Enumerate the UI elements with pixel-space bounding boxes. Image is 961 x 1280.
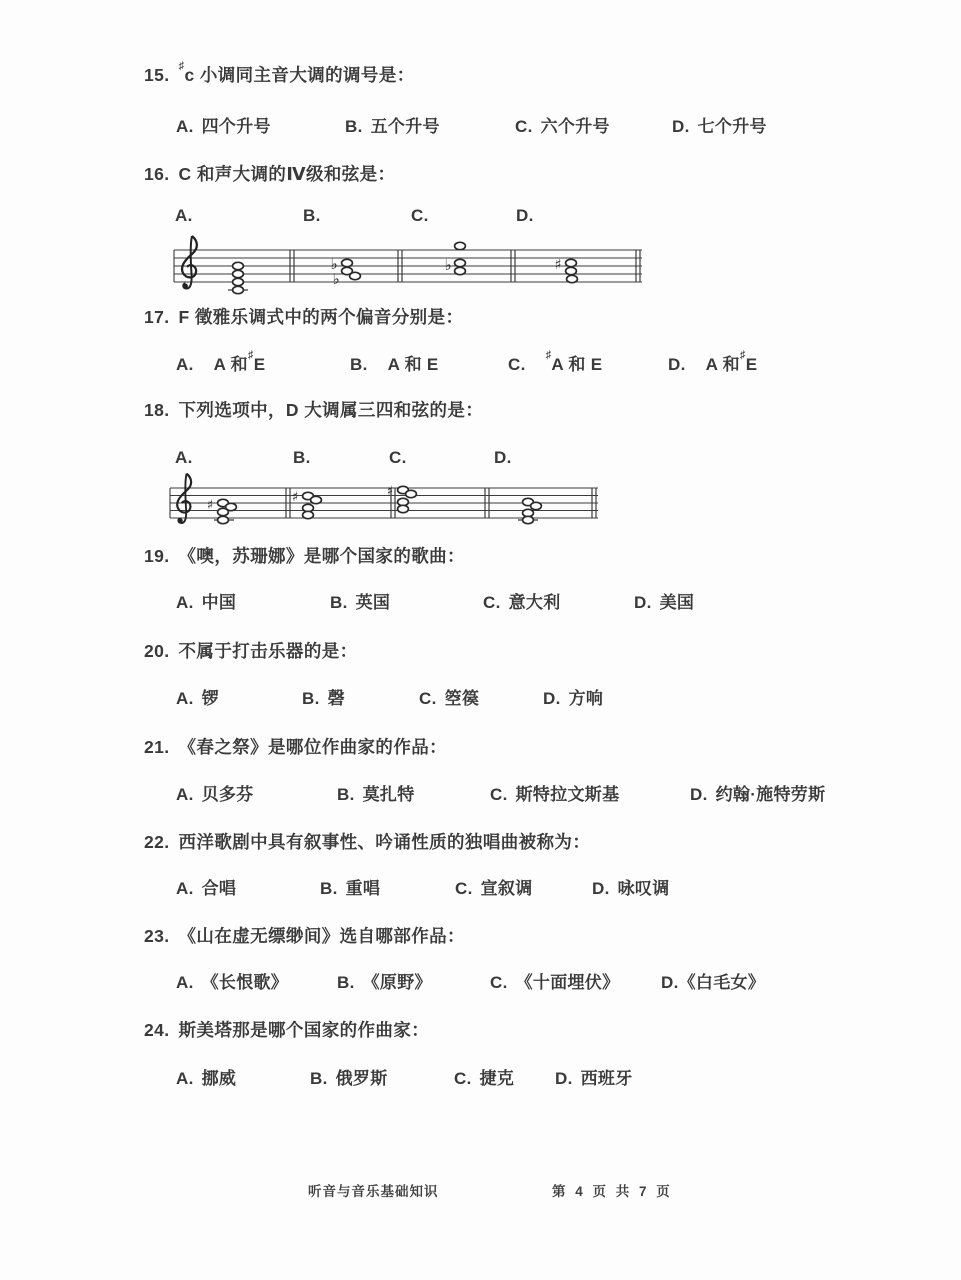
option-d: D. 西班牙 <box>555 1069 633 1088</box>
flat-accidental: ♭ <box>444 256 452 274</box>
option-a: A. 挪威 <box>176 1069 237 1088</box>
question-stem: 《山在虚无缥缈间》选自哪部作品： <box>178 926 465 946</box>
options-row-20 <box>0 684 961 710</box>
sharp-accidental: ♯ <box>554 257 562 273</box>
option-c-label: C. <box>389 448 407 467</box>
question-21 <box>144 734 447 759</box>
option-b: B. 五个升号 <box>345 117 440 136</box>
question-15 <box>144 62 415 87</box>
question-stem: 斯美塔那是哪个国家的作曲家： <box>178 1020 430 1040</box>
question-17 <box>144 304 463 329</box>
staff-labels-16 <box>0 206 961 232</box>
question-number: 16. <box>144 164 170 184</box>
question-23 <box>144 923 465 948</box>
question-24 <box>144 1017 429 1042</box>
option-b-label: B. <box>303 206 321 225</box>
question-20 <box>144 638 358 663</box>
option-d: D. 约翰·施特劳斯 <box>690 785 826 804</box>
option-a: A. 锣 <box>176 689 219 708</box>
question-stem: C 和声大调的Ⅳ级和弦是： <box>178 164 396 184</box>
option-c: C. 捷克 <box>454 1069 515 1088</box>
chord-b <box>330 255 360 288</box>
option-c: C. 斯特拉文斯基 <box>490 785 620 804</box>
flat-accidental: ♭ <box>330 255 338 273</box>
question-stem: F 徵雅乐调式中的两个偏音分别是： <box>178 307 464 327</box>
option-d: D. 咏叹调 <box>592 879 670 898</box>
question-stem: 《春之祭》是哪位作曲家的作品： <box>178 737 448 757</box>
question-stem: 西洋歌剧中具有叙事性、吟诵性质的独唱曲被称为： <box>178 832 591 852</box>
options-row-23 <box>0 968 961 994</box>
chord-b <box>292 490 322 519</box>
sharp-accidental: ♯ <box>291 490 299 505</box>
option-a: A. 四个升号 <box>176 117 271 136</box>
question-number: 15. <box>144 65 170 85</box>
question-22 <box>144 829 590 854</box>
question-number: 21. <box>144 737 170 757</box>
option-d-label: D. <box>494 448 512 467</box>
option-d-label: D. <box>516 206 534 225</box>
flat-accidental: ♭ <box>332 270 340 288</box>
footer-doc-title: 听音与音乐基础知识 <box>308 1184 439 1199</box>
option-a: A. 合唱 <box>176 879 237 898</box>
option-b: B. 莫扎特 <box>337 785 415 804</box>
option-a-label: A. <box>175 448 193 467</box>
question-number: 23. <box>144 926 170 946</box>
options-row-17 <box>0 350 961 376</box>
options-row-22 <box>0 874 961 900</box>
option-a: A. 贝多芬 <box>176 785 254 804</box>
option-c: C. 《十面埋伏》 <box>490 973 620 992</box>
option-c: C. 六个升号 <box>515 117 610 136</box>
question-number: 20. <box>144 641 170 661</box>
option-b: B. A 和 E <box>350 355 439 374</box>
option-b: B. 英国 <box>330 593 391 612</box>
option-c: C. 箜篌 <box>419 689 480 708</box>
question-number: 24. <box>144 1020 170 1040</box>
question-stem: 下列选项中，D 大调属三四和弦的是： <box>178 400 484 420</box>
chord-a <box>228 262 248 293</box>
question-16 <box>144 161 395 186</box>
option-c: C. 宣叙调 <box>455 879 533 898</box>
question-number: 22. <box>144 832 170 852</box>
option-c: C. ♯A 和 E <box>508 349 603 374</box>
chord-a <box>207 498 237 524</box>
option-c-label: C. <box>411 206 429 225</box>
options-row-24 <box>0 1064 961 1090</box>
option-d: D. A 和♯E <box>668 349 758 374</box>
footer-page-number: 第 4 页 共 7 页 <box>552 1184 673 1199</box>
music-staff-q18 <box>164 468 604 545</box>
option-c: C. 意大利 <box>483 593 561 612</box>
options-row-15 <box>0 112 961 138</box>
music-staff-q16 <box>168 230 648 309</box>
chord-d <box>555 257 578 283</box>
question-number: 19. <box>144 546 170 566</box>
option-b: B. 重唱 <box>320 879 381 898</box>
option-b: B. 磬 <box>302 689 345 708</box>
sharp-accidental: ♯ <box>206 498 214 513</box>
question-number: 18. <box>144 400 170 420</box>
question-stem: ♯c 小调同主音大调的调号是： <box>178 60 415 85</box>
question-18 <box>144 397 483 422</box>
option-d: D.《白毛女》 <box>661 973 766 992</box>
option-b: B. 《原野》 <box>337 973 432 992</box>
question-stem: 不属于打击乐器的是： <box>178 641 358 661</box>
question-stem: 《噢，苏珊娜》是哪个国家的歌曲： <box>178 546 465 566</box>
option-d: D. 美国 <box>634 593 695 612</box>
options-row-19 <box>0 588 961 614</box>
option-a: A. 中国 <box>176 593 237 612</box>
question-19 <box>144 543 465 568</box>
options-row-21 <box>0 780 961 806</box>
question-number: 17. <box>144 307 170 327</box>
option-a: A. 《长恨歌》 <box>176 973 289 992</box>
option-b: B. 俄罗斯 <box>310 1069 388 1088</box>
sharp-accidental: ♯ <box>386 484 394 499</box>
option-a: A. A 和♯E <box>176 349 266 374</box>
option-d: D. 七个升号 <box>672 117 767 136</box>
option-a-label: A. <box>175 206 193 225</box>
option-d: D. 方响 <box>543 689 604 708</box>
option-b-label: B. <box>293 448 311 467</box>
